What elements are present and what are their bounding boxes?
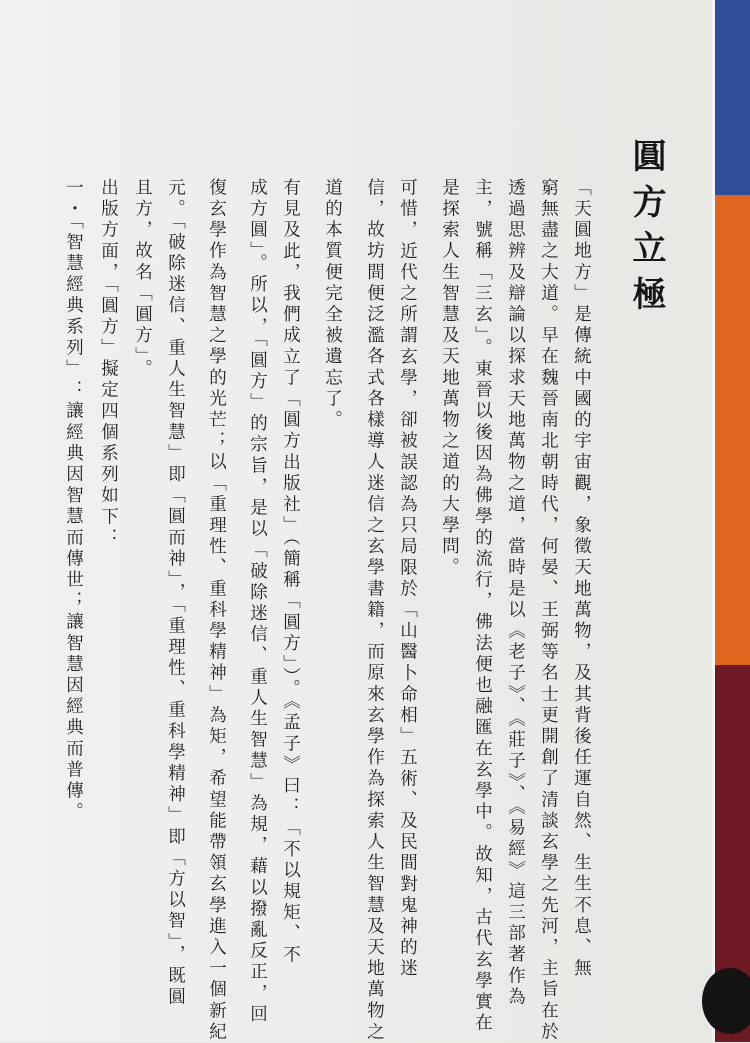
- text-column-9: 有見及此，我們成立了「圓方出版社」（簡稱「圓方」）。《孟子》曰：「不以規矩、不: [280, 157, 301, 966]
- text-column-8: 道的本質便完全被遺忘了。: [322, 178, 343, 432]
- text-column-10: 成方圓」。所以，「圓方」的宗旨，是以「破除迷信、重人生智慧」為規，藉以撥亂反正，回: [247, 178, 268, 1026]
- edge-band-blue: [712, 0, 750, 195]
- page-edge-color-bands: [712, 0, 750, 1042]
- text-column-2: 窮無盡之大道。早在魏晉南北朝時代，何晏、王弼等名士更開創了清談玄學之先河，主旨在於: [538, 178, 559, 1043]
- text-column-13: 且方，故名「圓方」。: [132, 178, 153, 381]
- text-column-14: 出版方面，「圓方」擬定四個系列如下：: [98, 157, 119, 550]
- text-column-4: 主，號稱「三玄」。東晉以後因為佛學的流行，佛法便也融匯在玄學中。故知，古代玄學實在: [472, 178, 493, 1035]
- edge-band-orange: [712, 195, 750, 665]
- text-column-12: 元。「破除迷信、重人生智慧」即「圓而神」，「重理性、重科學精神」即「方以智」，既圓: [165, 178, 186, 1009]
- text-column-15: 一・「智慧經典系列」：讓經典因智慧而傳世；讓智慧因經典而普傳。: [63, 178, 84, 824]
- text-column-3: 透過思辨及辯論以探求天地萬物之道，當時是以《老子》、《莊子》、《易經》這三部著作為: [505, 178, 526, 1009]
- text-column-1: 「天圓地方」是傳統中國的宇宙觀，象徵天地萬物，及其背後任運自然、生生不息、無: [571, 178, 592, 980]
- page-title: 圓方立極: [626, 138, 666, 322]
- text-column-6: 可惜，近代之所謂玄學，卻被誤認為只局限於「山醫卜命相」五術、及民間對鬼神的迷: [397, 157, 418, 980]
- text-column-7: 信，故坊間便泛濫各式各樣導人迷信之玄學書籍，而原來玄學作為探索人生智慧及天地萬物之: [364, 178, 385, 1043]
- text-column-5: 是探索人生智慧及天地萬物之道的大學問。: [439, 178, 460, 579]
- thumb-tab-marker: [702, 968, 750, 1034]
- text-column-11: 復玄學作為智慧之學的光芒；以「重理性、重科學精神」為矩，希望能帶領玄學進入一個新紀: [206, 178, 227, 1043]
- page-edge-line: [712, 0, 715, 1042]
